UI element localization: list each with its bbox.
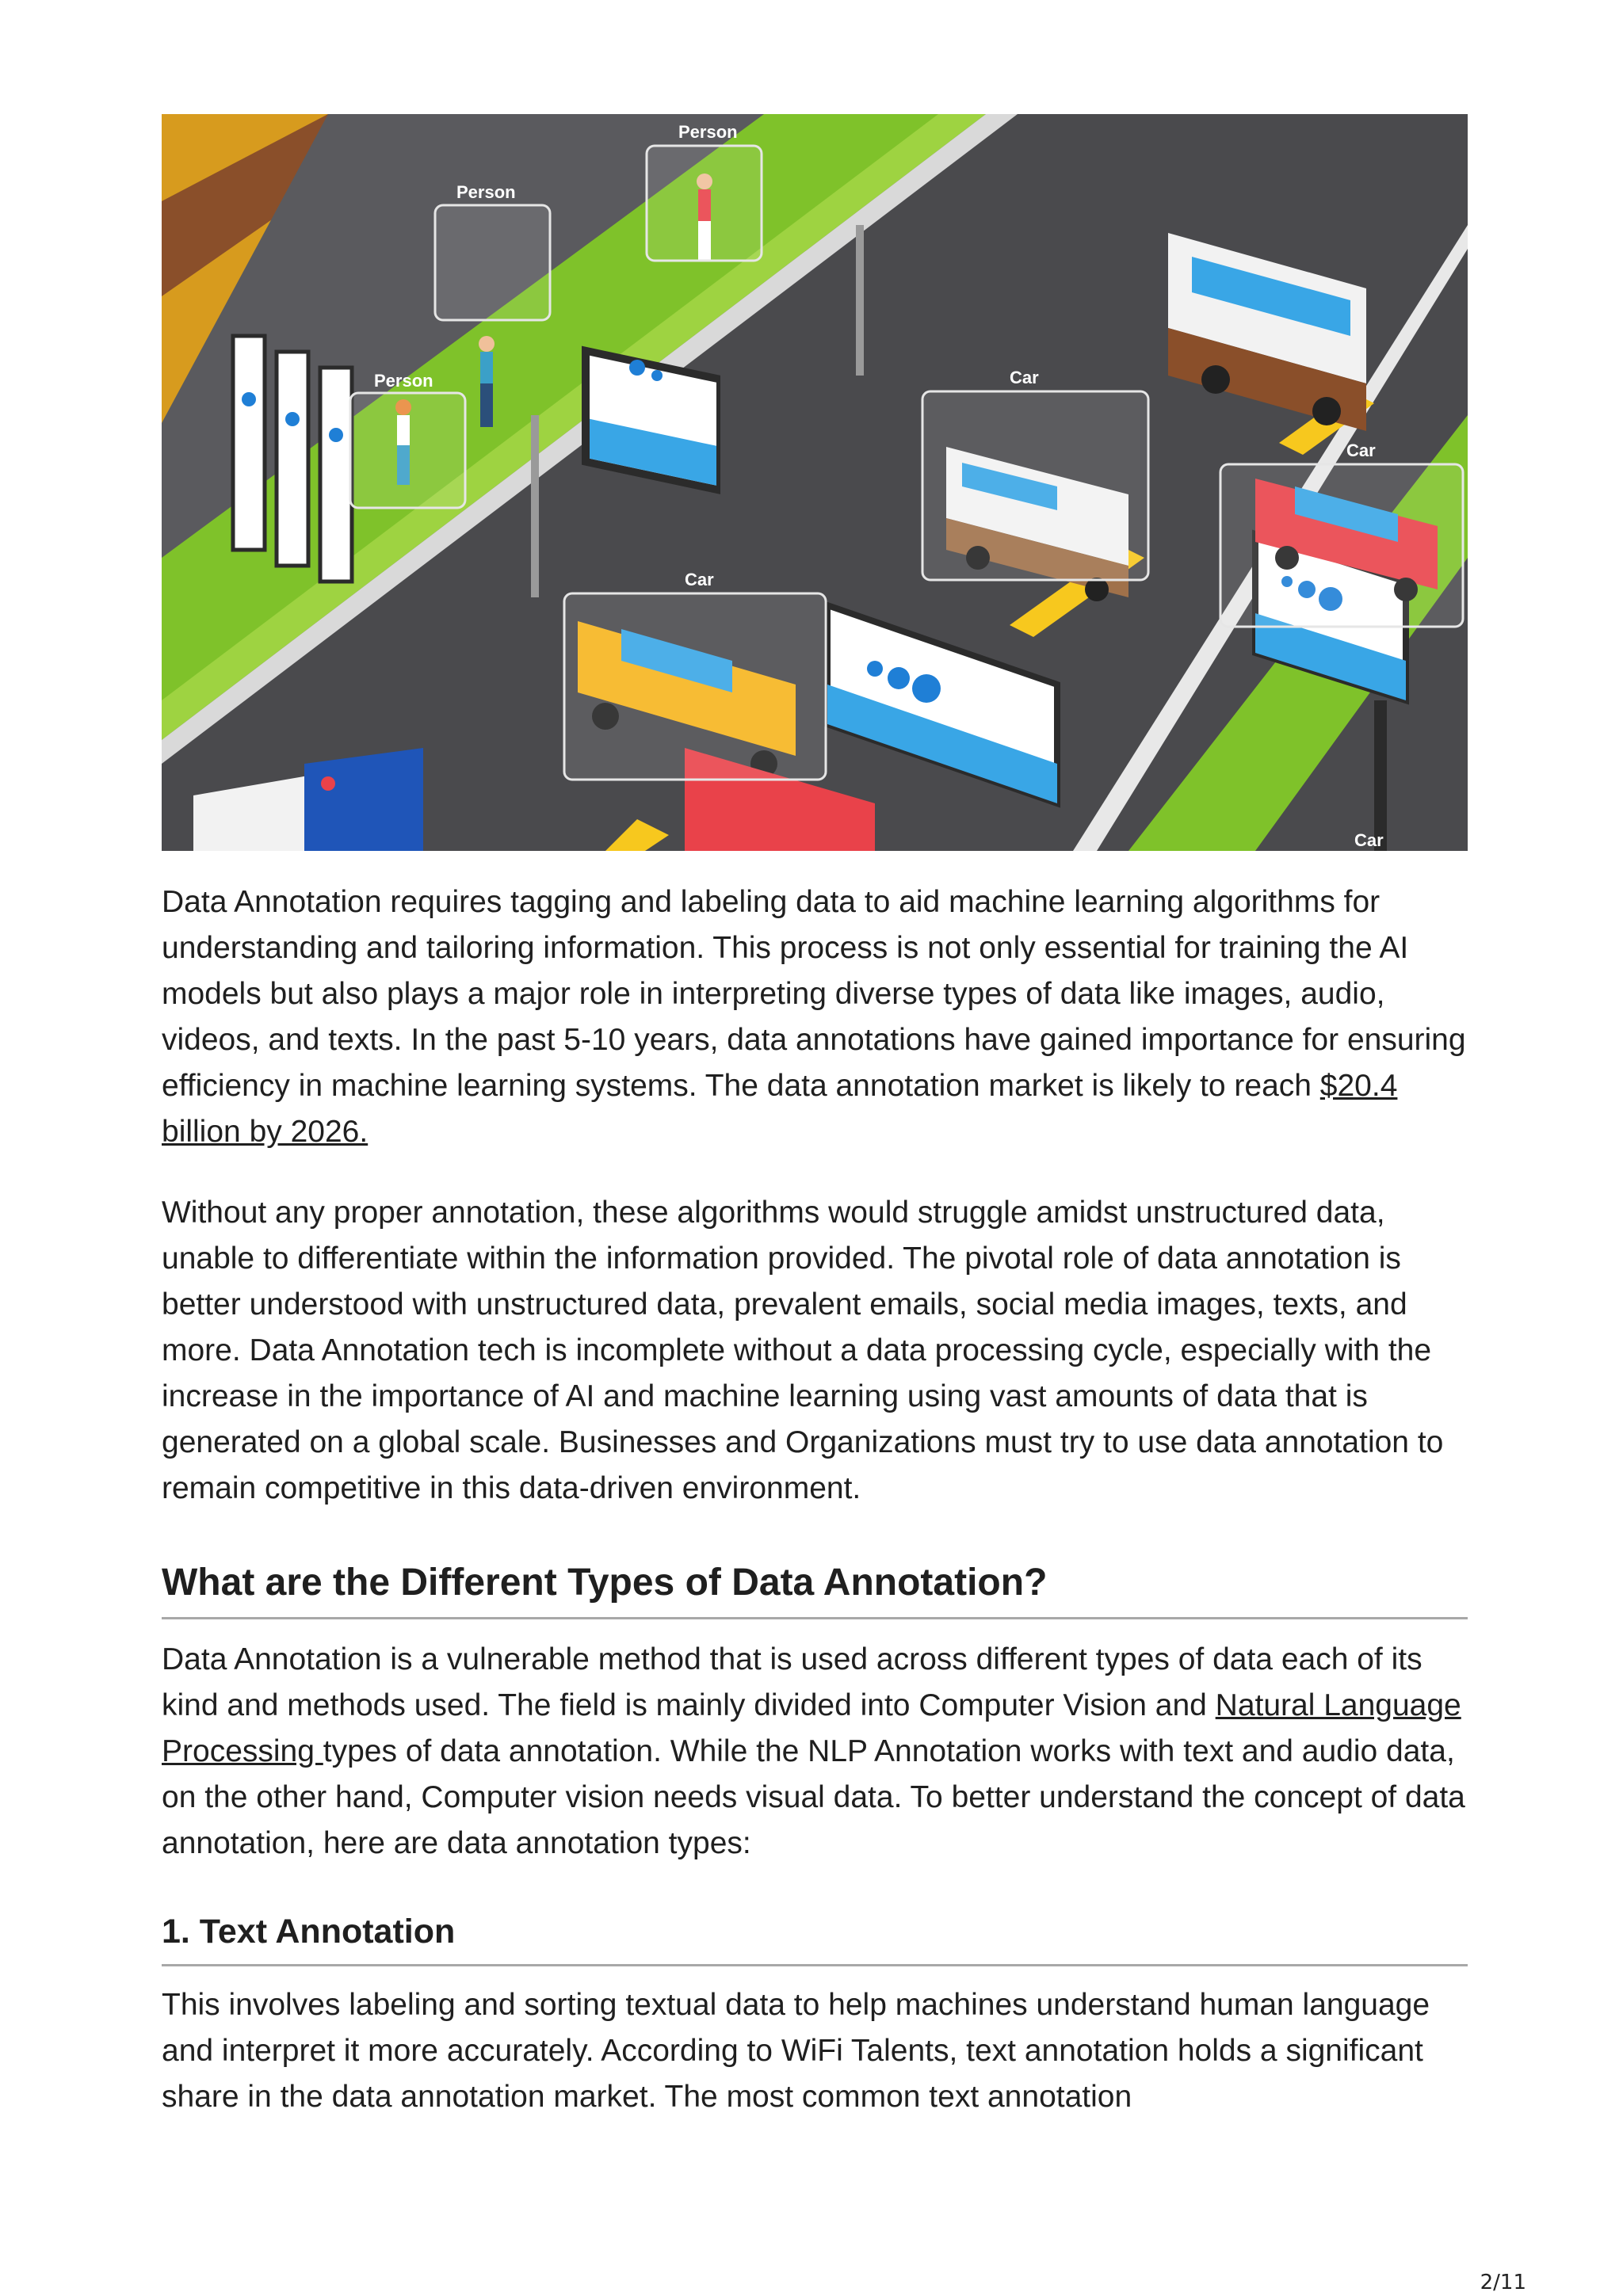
subheading-text-annotation: 1. Text Annotation <box>162 1913 456 1951</box>
annotation-box-car-1 <box>922 368 1148 580</box>
street-scene-svg <box>162 114 1468 851</box>
page-number: 2/11 <box>1480 2271 1526 2294</box>
annotation-label: Car <box>1354 830 1384 850</box>
annotation-label: Car <box>685 570 714 589</box>
annotation-box-car-2 <box>1220 441 1463 627</box>
annotation-label: Person <box>678 122 738 142</box>
street-lamp <box>856 225 864 376</box>
nlp-link[interactable]: Natural Language Processing <box>162 1688 1461 1768</box>
text-annotation-paragraph: This involves labeling and sorting textual data to help machines understand human language and interpret it more accurately. According to WiFi Talents, text annotation holds a significant share in the data annotation market. The most common text annotation <box>162 1988 1430 2114</box>
annotation-label: Car <box>1346 441 1376 460</box>
heading-divider <box>162 1617 1468 1619</box>
street-lamp <box>531 415 539 597</box>
types-text-before: Data Annotation is a vulnerable method that is used across different types of data each of its kind and methods used. The field is mainly divided into Computer Vision and <box>162 1642 1423 1722</box>
annotation-box-car-3 <box>564 570 826 780</box>
annotation-label: Person <box>456 182 516 202</box>
types-paragraph <box>162 1637 1468 1867</box>
types-text-after: types of data annotation. While the NLP Annotation works with text and audio data, on the other hand, Computer vision needs visual data. To better understand the concept of data annotation, here are data annotation types: <box>162 1734 1465 1860</box>
subheading-divider <box>162 1964 1468 1966</box>
intro-paragraph <box>162 879 1468 1155</box>
intro-text: Data Annotation requires tagging and labeling data to aid machine learning algorithms for understanding and tailoring information. This process is not only essential for training the AI models but also plays a major role in interpreting diverse types of data like images, audio, videos, and texts. In the past 5-10 years, data annotations have gained importance for ensuring efficiency in machine learning systems. The data annotation market is likely to reach <box>162 885 1466 1103</box>
market-size-link[interactable]: $20.4 billion by 2026. <box>162 1069 1398 1149</box>
annotation-label: Person <box>374 371 433 391</box>
annotation-box-car-4 <box>1354 830 1384 850</box>
hero-illustration <box>162 114 1468 851</box>
importance-paragraph: Without any proper annotation, these algorithms would struggle amidst unstructured data, unable to differentiate within the information provided. The pivotal role of data annotation is better understood with unstructured data, prevalent emails, social media images, texts, and more. Data Annotation tech is incomplete without a data processing cycle, especially with the increase in the importance of AI and machine learning using vast amounts of data that is generated on a global scale. Businesses and Organizations must try to use data annotation to remain competitive in this data-driven environment. <box>162 1196 1444 1505</box>
annotation-label: Car <box>1010 368 1039 387</box>
vertical-signs <box>233 336 352 582</box>
section-heading-types: What are the Different Types of Data Annotation? <box>162 1562 1048 1604</box>
